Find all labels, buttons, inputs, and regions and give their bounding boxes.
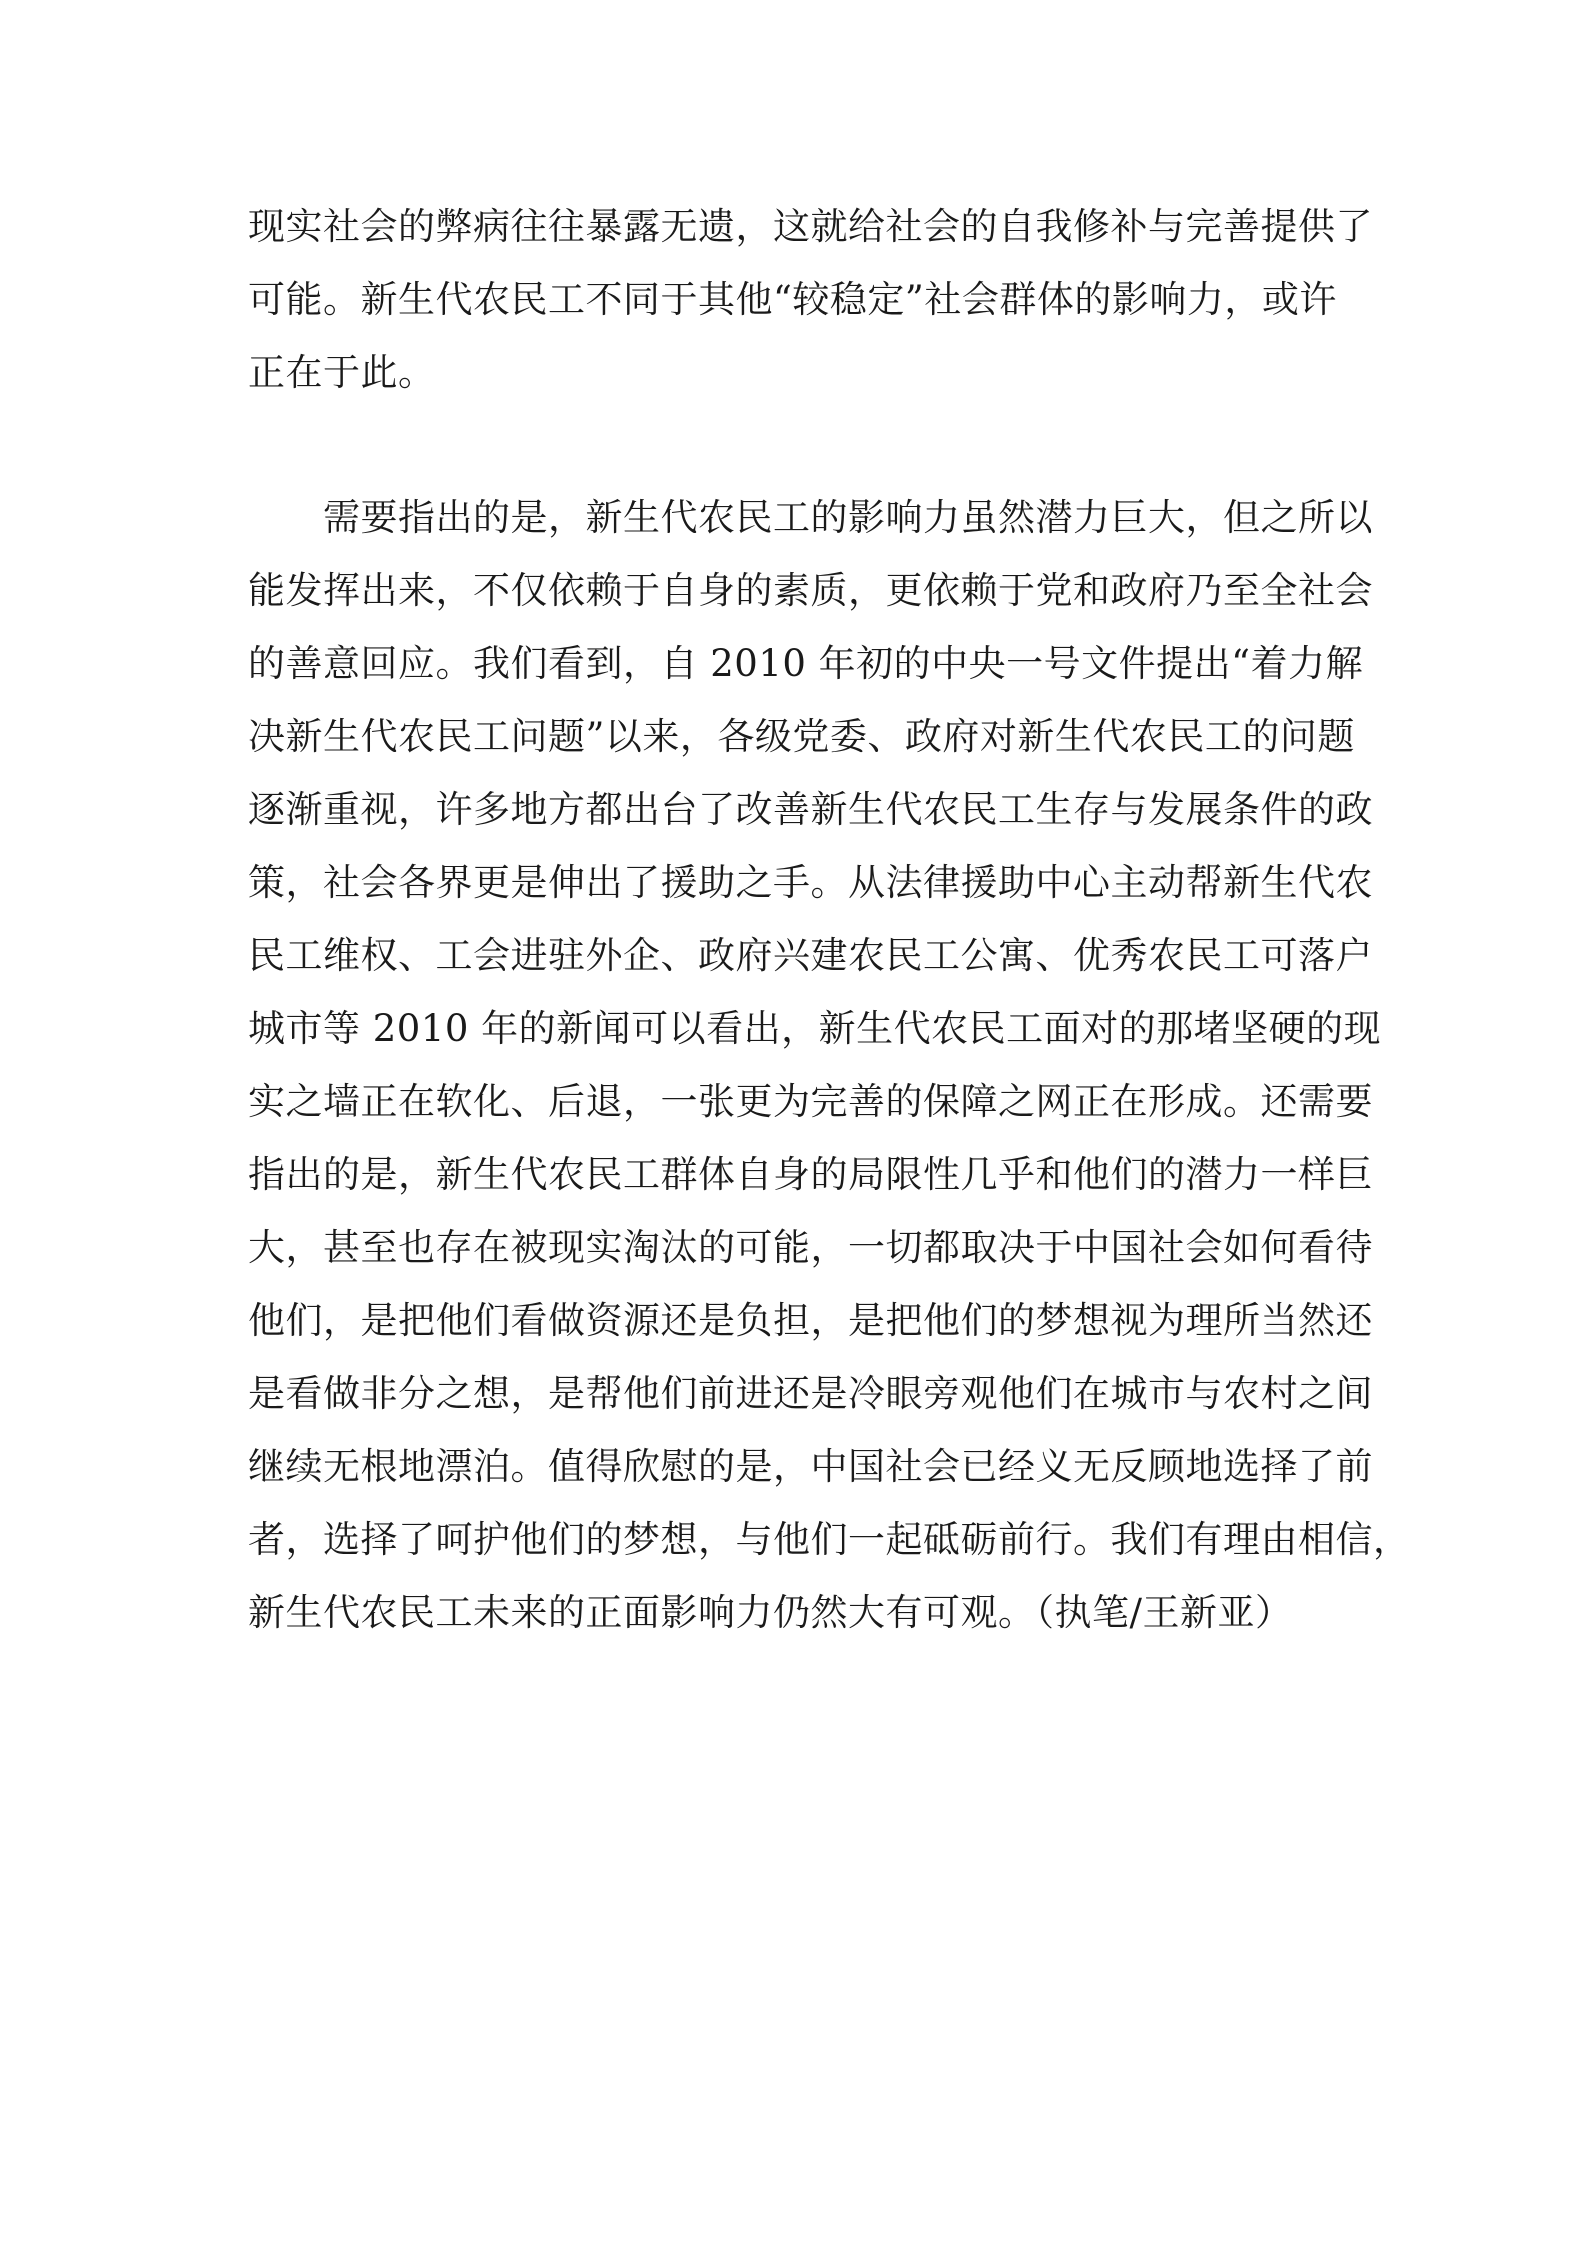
text-line: 正在于此。 bbox=[248, 351, 436, 394]
paragraph-2 bbox=[248, 481, 1411, 1649]
text-line: 逐渐重视，许多地方都出台了改善新生代农民工生存与发展条件的政 bbox=[248, 788, 1373, 831]
text-line: 决新生代农民工问题”以来，各级党委、政府对新生代农民工的问题 bbox=[248, 715, 1355, 758]
text-line: 民工维权、工会进驻外企、政府兴建农民工公寓、优秀农民工可落户 bbox=[248, 934, 1373, 977]
text-line: 能发挥出来，不仅依赖于自身的素质，更依赖于党和政府乃至全社会 bbox=[248, 569, 1373, 612]
text-line: 可能。新生代农民工不同于其他“较稳定”社会群体的影响力，或许 bbox=[248, 278, 1337, 321]
text-line: 实之墙正在软化、后退，一张更为完善的保障之网正在形成。还需要 bbox=[248, 1080, 1373, 1123]
paragraph-spacer bbox=[248, 409, 1360, 481]
text-line: 的善意回应。我们看到，自 2010 年初的中央一号文件提出“着力解 bbox=[248, 642, 1364, 685]
text-line: 现实社会的弊病往往暴露无遗，这就给社会的自我修补与完善提供了 bbox=[248, 205, 1373, 248]
text-line: 需要指出的是，新生代农民工的影响力虽然潜力巨大，但之所以 bbox=[248, 496, 1373, 539]
text-line: 大，甚至也存在被现实淘汰的可能，一切都取决于中国社会如何看待 bbox=[248, 1226, 1373, 1269]
text-line: 新生代农民工未来的正面影响力仍然大有可观。（执笔/王新亚） bbox=[248, 1591, 1293, 1634]
article-body bbox=[248, 190, 1411, 1649]
text-line: 继续无根地漂泊。值得欣慰的是，中国社会已经义无反顾地选择了前 bbox=[248, 1445, 1373, 1488]
text-line: 他们，是把他们看做资源还是负担，是把他们的梦想视为理所当然还 bbox=[248, 1299, 1373, 1342]
text-line: 者，选择了呵护他们的梦想，与他们一起砥砺前行。我们有理由相信， bbox=[248, 1518, 1411, 1561]
text-line: 指出的是，新生代农民工群体自身的局限性几乎和他们的潜力一样巨 bbox=[248, 1153, 1373, 1196]
text-line: 城市等 2010 年的新闻可以看出，新生代农民工面对的那堵坚硬的现 bbox=[248, 1007, 1382, 1050]
text-line: 策，社会各界更是伸出了援助之手。从法律援助中心主动帮新生代农 bbox=[248, 861, 1373, 904]
text-line: 是看做非分之想，是帮他们前进还是冷眼旁观他们在城市与农村之间 bbox=[248, 1372, 1373, 1415]
paragraph-1 bbox=[248, 190, 1373, 409]
